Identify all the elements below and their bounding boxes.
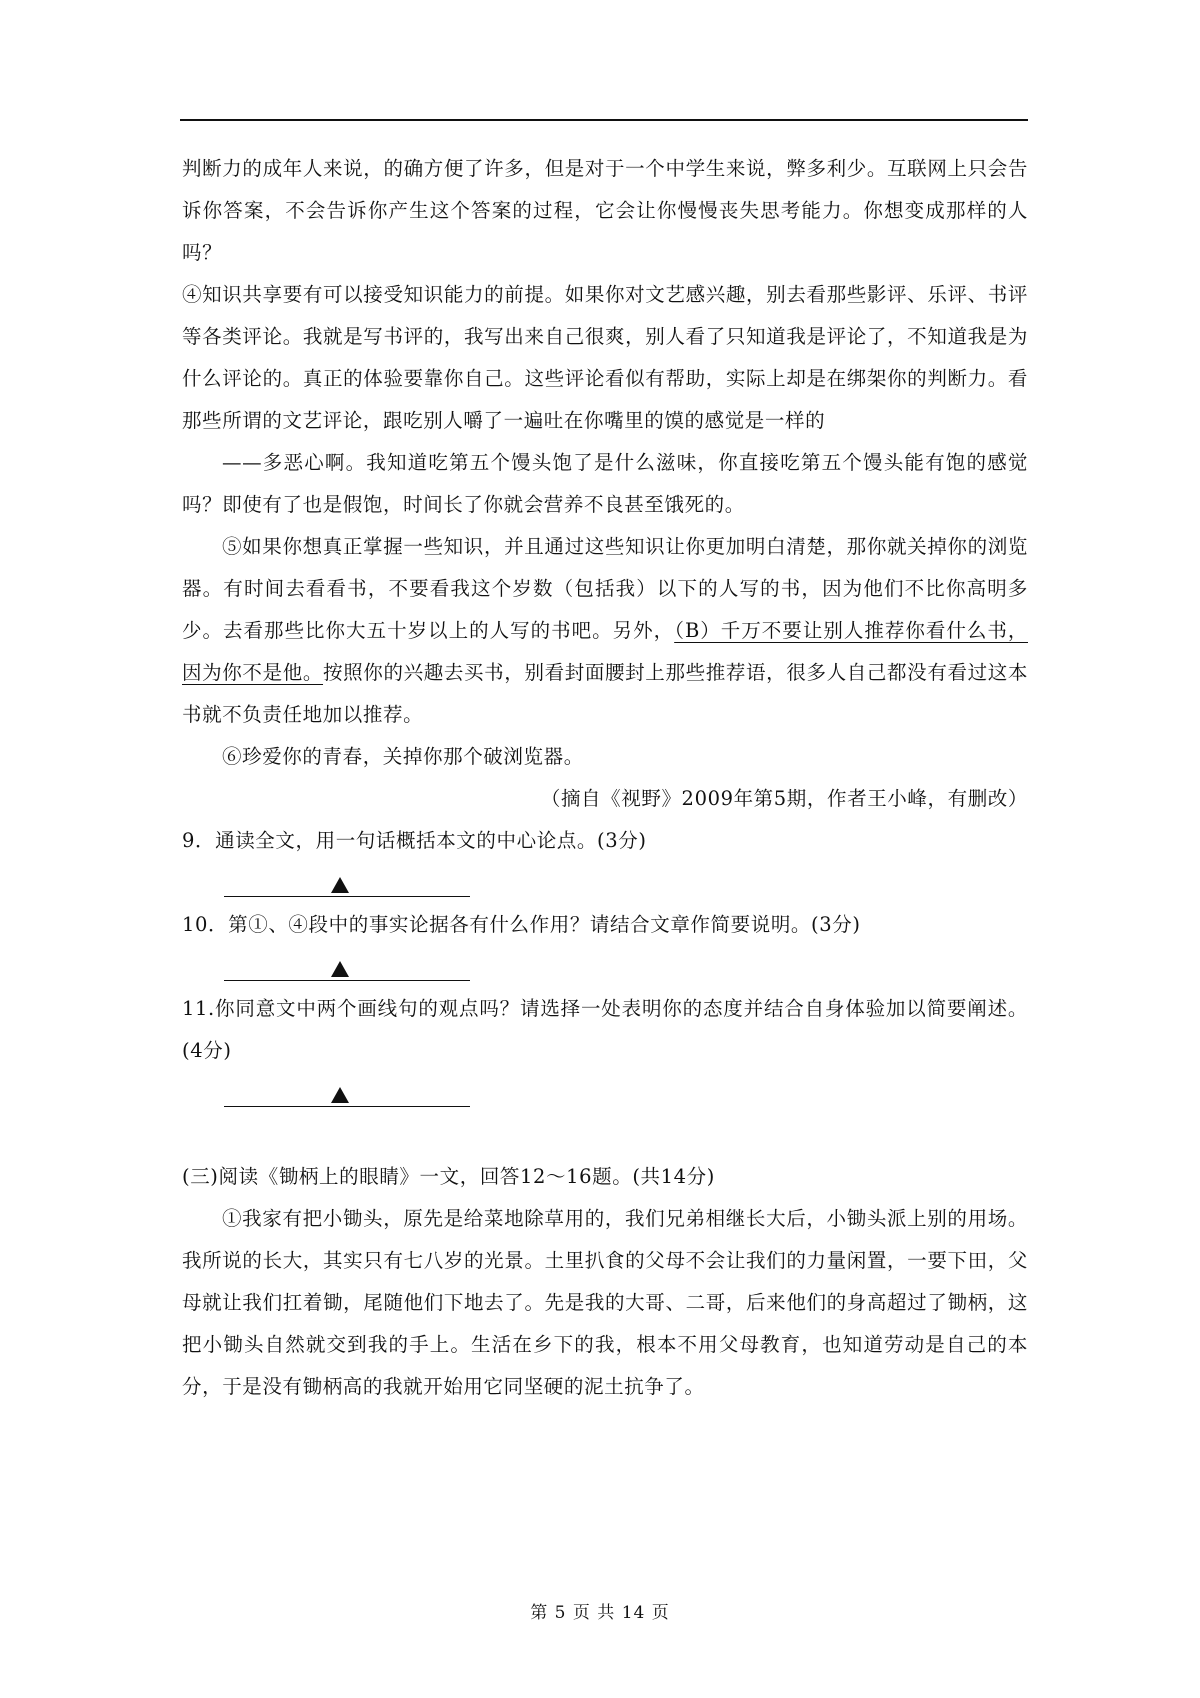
question-9: 9．通读全文，用一句话概括本文的中心论点。(3分) (182, 829, 647, 852)
answer-underline (224, 896, 470, 897)
paragraph-5 (182, 526, 1028, 736)
header-rule (180, 119, 1028, 121)
answer-underline (224, 980, 470, 981)
source-citation: （摘自《视野》2009年第5期，作者王小峰，有删改） (540, 787, 1028, 810)
question-11: 11.你同意文中两个画线句的观点吗？请选择一处表明你的态度并结合自身体验加以简要阐述。(4分) (182, 997, 1028, 1062)
answer-underline (224, 1106, 470, 1107)
triangle-marker-icon (331, 1087, 349, 1103)
answer-blank-10[interactable] (182, 946, 1028, 988)
document-body (182, 148, 1028, 1408)
paragraph-4-continued: ——多恶心啊。我知道吃第五个馒头饱了是什么滋味，你直接吃第五个馒头能有饱的感觉吗？即使有了也是假饱，时间长了你就会营养不良甚至饿死的。 (182, 451, 1028, 516)
answer-blank-11[interactable] (182, 1072, 1028, 1114)
section-3-paragraph-1: ①我家有把小锄头，原先是给菜地除草用的，我们兄弟相继长大后，小锄头派上别的用场。我所说的长大，其实只有七八岁的光景。土里扒食的父母不会让我们的力量闲置，一要下田，父母就让我们扛着锄，尾随他们下地去了。先是我的大哥、二哥，后来他们的身高超过了锄柄，这把小锄头自然就交到我的手上。生活在乡下的我，根本不用父母教育，也知道劳动是自己的本分，于是没有锄柄高的我就开始用它同坚硬的泥土抗争了。 (182, 1207, 1028, 1398)
answer-blank-9[interactable] (182, 862, 1028, 904)
triangle-marker-icon (331, 961, 349, 977)
paragraph-5-text-before: ⑤如果你想真正掌握一些知识，并且通过这些知识让你更加明白清楚，那你就关掉你的浏览器。有时间去看看书，不要看我这个岁数（包括我）以下的人写的书，因为他们不比你高明多少。去看那些比你大五十岁以上的人写的书吧。另外， (182, 535, 1028, 642)
underlined-sentence-b: （B）千万不要让别人推荐你看什么书，因为你不是他。 (182, 619, 1028, 684)
section-spacer (182, 1114, 1028, 1156)
paragraph-4: ④知识共享要有可以接受知识能力的前提。如果你对文艺感兴趣，别去看那些影评、乐评、书评等各类评论。我就是写书评的，我写出来自己很爽，别人看了只知道我是评论了，不知道我是为什么评论的。真正的体验要靠你自己。这些评论看似有帮助，实际上却是在绑架你的判断力。看那些所谓的文艺评论，跟吃别人嚼了一遍吐在你嘴里的馍的感觉是一样的 (182, 283, 1028, 432)
page-footer: 第 5 页 共 14 页 (530, 1603, 670, 1623)
paragraph-3-continued: 判断力的成年人来说，的确方便了许多，但是对于一个中学生来说，弊多利少。互联网上只会告诉你答案，不会告诉你产生这个答案的过程，它会让你慢慢丧失思考能力。你想变成那样的人吗？ (182, 157, 1028, 264)
paragraph-5-text-after: 按照你的兴趣去买书，别看封面腰封上那些推荐语，很多人自己都没有看过这本书就不负责任地加以推荐。 (182, 661, 1028, 726)
triangle-marker-icon (331, 877, 349, 893)
paragraph-6: ⑥珍爱你的青春，关掉你那个破浏览器。 (222, 745, 584, 768)
question-10: 10．第①、④段中的事实论据各有什么作用？请结合文章作简要说明。(3分) (182, 913, 861, 936)
section-3-heading: (三)阅读《锄柄上的眼睛》一文，回答12～16题。(共14分) (182, 1165, 715, 1188)
